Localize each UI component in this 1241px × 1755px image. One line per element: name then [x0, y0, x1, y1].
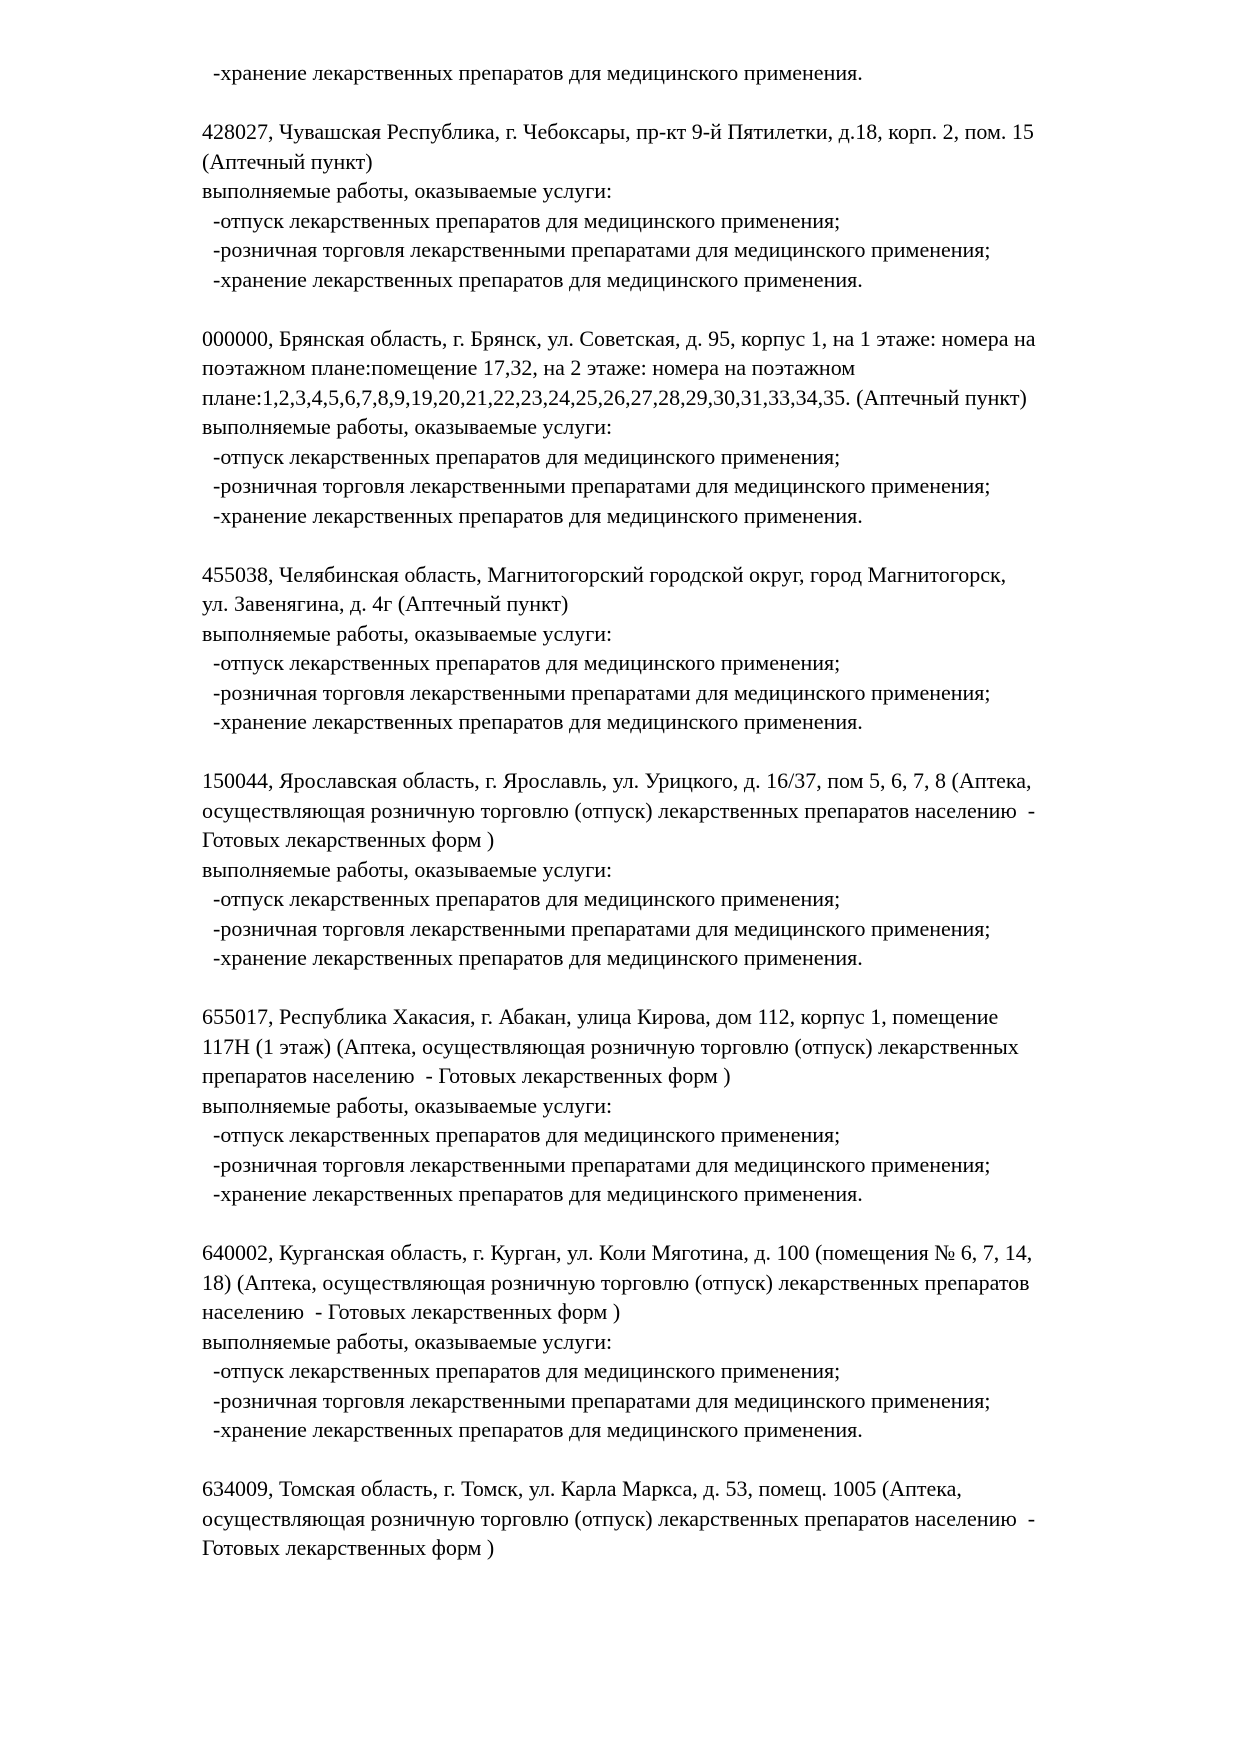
license-entries	[202, 117, 1082, 1563]
entry-services	[202, 206, 1082, 295]
works-label: выполняемые работы, оказываемые услуги:	[202, 178, 613, 203]
address-line: поэтажном плане:помещение 17,32, на 2 этаже: номера на поэтажном	[202, 355, 856, 380]
entry-address	[202, 1238, 1082, 1327]
license-entry	[202, 1238, 1082, 1445]
service-line: -отпуск лекарственных препаратов для медицинского применения;	[213, 650, 841, 675]
service-line: -отпуск лекарственных препаратов для медицинского применения;	[213, 1122, 841, 1147]
license-entry	[202, 324, 1082, 531]
address-line: ул. Завенягина, д. 4г (Аптечный пункт)	[202, 591, 569, 616]
entry-address	[202, 1474, 1082, 1563]
address-line: 18) (Аптека, осуществляющая розничную торговлю (отпуск) лекарственных препаратов	[202, 1269, 1030, 1295]
address-line: 634009, Томская область, г. Томск, ул. Карла Маркса, д. 53, помещ. 1005 (Аптека,	[202, 1476, 962, 1501]
service-line: -хранение лекарственных препаратов для медицинского применения.	[213, 945, 863, 970]
address-line: 455038, Челябинская область, Магнитогорский городской округ, город Магнитогорск,	[202, 561, 1007, 587]
address-line: препаратов населению - Готовых лекарственных форм )	[202, 1063, 731, 1088]
entry-services	[202, 884, 1082, 973]
license-entry	[202, 1474, 1082, 1563]
service-line: -хранение лекарственных препаратов для медицинского применения.	[213, 1417, 863, 1442]
address-line: 150044, Ярославская область, г. Ярославль, ул. Урицкого, д. 16/37, пом 5, 6, 7, 8 (Аптека,	[202, 768, 1032, 793]
service-line: -розничная торговля лекарственными препаратами для медицинского применения;	[213, 1151, 991, 1177]
works-label: выполняемые работы, оказываемые услуги:	[202, 1092, 613, 1118]
service-line: -отпуск лекарственных препаратов для медицинского применения;	[213, 207, 841, 233]
address-line: Готовых лекарственных форм )	[202, 1535, 495, 1560]
entry-services	[202, 442, 1082, 531]
service-line: -розничная торговля лекарственными препаратами для медицинского применения;	[213, 473, 991, 498]
license-entry	[202, 117, 1082, 294]
entry-services	[202, 648, 1082, 737]
address-line: 000000, Брянская область, г. Брянск, ул. Советская, д. 95, корпус 1, на 1 этаже: номера на	[202, 325, 1036, 351]
address-line: 428027, Чувашская Республика, г. Чебоксары, пр-кт 9-й Пятилетки, д.18, корп. 2, пом. 15	[202, 119, 1034, 144]
license-entry	[202, 766, 1082, 973]
entry-address	[202, 560, 1082, 619]
entry-address	[202, 766, 1082, 855]
entry-services	[202, 1120, 1082, 1209]
service-line: -отпуск лекарственных препаратов для медицинского применения;	[213, 1358, 841, 1383]
service-line: -розничная торговля лекарственными препаратами для медицинского применения;	[213, 1387, 991, 1413]
document-page	[202, 58, 1082, 1563]
service-line: -розничная торговля лекарственными препаратами для медицинского применения;	[213, 915, 991, 941]
address-line: (Аптечный пункт)	[202, 148, 373, 174]
address-line: 640002, Курганская область, г. Курган, ул. Коли Мяготина, д. 100 (помещения № 6, 7, 14,	[202, 1240, 1033, 1265]
entry-address	[202, 1002, 1082, 1091]
address-line: 117Н (1 этаж) (Аптека, осуществляющая розничную торговлю (отпуск) лекарственных	[202, 1033, 1019, 1059]
service-line: -отпуск лекарственных препаратов для медицинского применения;	[213, 443, 841, 469]
address-line: осуществляющая розничную торговлю (отпуск) лекарственных препаратов населению -	[202, 797, 1036, 823]
address-line: осуществляющая розничную торговлю (отпуск) лекарственных препаратов населению -	[202, 1505, 1036, 1531]
service-line: -розничная торговля лекарственными препаратами для медицинского применения;	[213, 237, 991, 262]
entry-address	[202, 117, 1082, 176]
service-line: -хранение лекарственных препаратов для медицинского применения.	[213, 502, 863, 528]
service-line: -хранение лекарственных препаратов для медицинского применения.	[213, 1181, 863, 1206]
license-entry	[202, 1002, 1082, 1209]
works-label: выполняемые работы, оказываемые услуги:	[202, 620, 613, 646]
service-line: -хранение лекарственных препаратов для медицинского применения.	[213, 709, 863, 734]
works-label: выполняемые работы, оказываемые услуги:	[202, 414, 613, 439]
address-line: плане:1,2,3,4,5,6,7,8,9,19,20,21,22,23,24,25,26,27,28,29,30,31,33,34,35. (Аптечный пункт)	[202, 384, 1027, 410]
works-label: выполняемые работы, оказываемые услуги:	[202, 1328, 613, 1354]
license-entry	[202, 560, 1082, 737]
address-line: 655017, Республика Хакасия, г. Абакан, улица Кирова, дом 112, корпус 1, помещение	[202, 1004, 999, 1029]
service-line: -отпуск лекарственных препаратов для медицинского применения;	[213, 886, 841, 911]
entry-services	[202, 1356, 1082, 1445]
works-label: выполняемые работы, оказываемые услуги:	[202, 856, 613, 882]
service-line: -хранение лекарственных препаратов для медицинского применения.	[213, 266, 863, 292]
entry-address	[202, 324, 1082, 413]
address-line: населению - Готовых лекарственных форм )	[202, 1299, 621, 1324]
service-line: -розничная торговля лекарственными препаратами для медицинского применения;	[213, 679, 991, 705]
carryover-service-line: -хранение лекарственных препаратов для медицинского применения.	[213, 60, 863, 85]
address-line: Готовых лекарственных форм )	[202, 827, 495, 852]
